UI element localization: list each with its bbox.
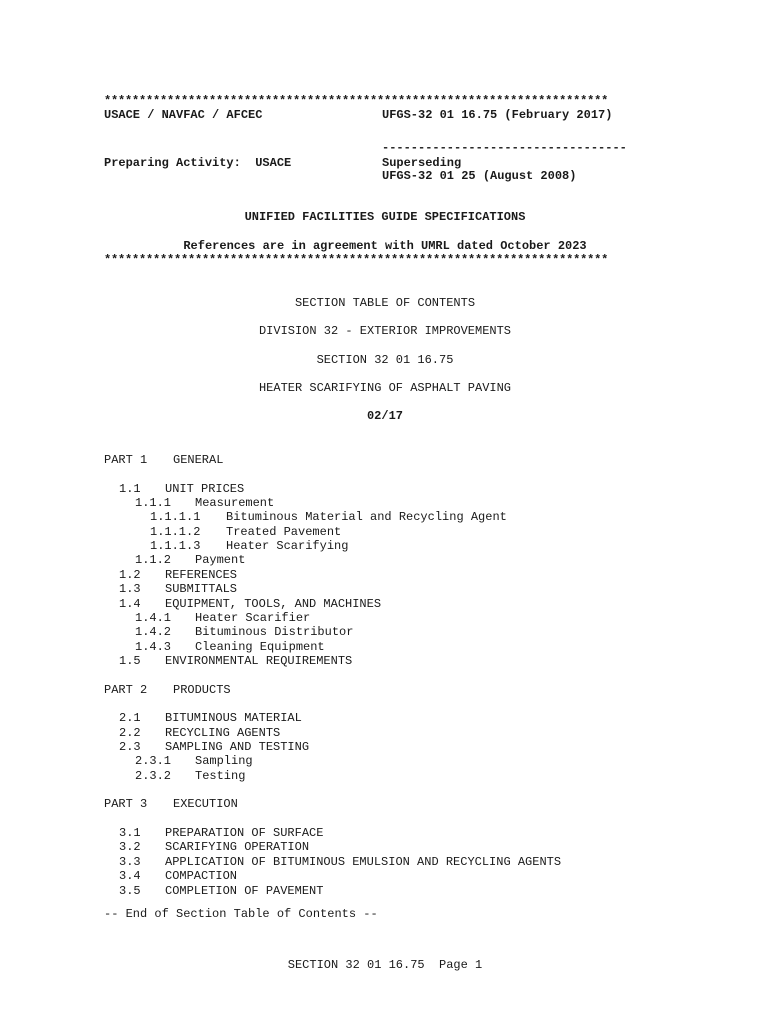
toc-title: COMPLETION OF PAVEMENT [165,883,324,898]
toc-title: Bituminous Distributor [195,625,354,640]
toc-title: APPLICATION OF BITUMINOUS EMULSION AND RECYCLING AGENTS [165,854,562,869]
toc-title: Treated Pavement [226,524,342,539]
toc-title: Cleaning Equipment [195,639,325,654]
toc-title: Sampling [195,754,253,769]
section-number-heading: SECTION 32 01 16.75 [316,353,454,367]
toc-number: 1.5 [119,653,141,668]
toc-title: SCARIFYING OPERATION [165,840,310,855]
toc-number: PART 3 [104,797,148,812]
toc-title: SUBMITTALS [165,582,238,597]
toc-number: 1.1.1.3 [150,539,201,554]
toc-title: EQUIPMENT, TOOLS, AND MACHINES [165,596,382,611]
toc-title: PREPARATION OF SURFACE [165,826,324,841]
page-footer: SECTION 32 01 16.75 Page 1 [287,958,483,972]
toc-title: COMPACTION [165,869,238,884]
toc-number: 1.4.1 [135,610,172,625]
header-star-rule-top: ************************************************************************ [104,94,609,108]
toc-title: REFERENCES [165,567,238,582]
section-toc-heading: SECTION TABLE OF CONTENTS [294,296,476,310]
toc-title: Heater Scarifier [195,610,311,625]
toc-number: 1.1.1 [135,496,172,511]
toc-title: ENVIRONMENTAL REQUIREMENTS [165,653,353,668]
toc-number: 2.3.1 [135,754,172,769]
toc-number: 3.2 [119,840,141,855]
umrl-note: References are in agreement with UMRL dated October 2023 [183,239,587,253]
toc-title: SAMPLING AND TESTING [165,740,310,754]
toc-title: Heater Scarifying [226,539,349,554]
toc-number: PART 1 [104,453,148,467]
toc-number: 2.3 [119,740,141,754]
toc-number: 1.4.2 [135,625,172,640]
toc-number: 1.2 [119,567,141,582]
toc-number: 1.4.3 [135,639,172,654]
toc-title: PRODUCTS [173,682,231,697]
toc-number: 1.1.1.1 [150,510,201,525]
toc-title: GENERAL [173,453,224,467]
toc-number: 3.1 [119,826,141,841]
toc-number: 2.1 [119,711,141,726]
section-subject-heading: HEATER SCARIFYING OF ASPHALT PAVING [258,381,512,395]
header-star-rule-bottom: ************************************************************************ [104,253,609,267]
division-heading: DIVISION 32 - EXTERIOR IMPROVEMENTS [258,324,512,338]
toc-title: BITUMINOUS MATERIAL [165,711,302,726]
toc-number: 2.2 [119,725,141,740]
toc-number: 1.4 [119,596,141,611]
toc-number: 2.3.2 [135,768,172,783]
preparing-activity: Preparing Activity: USACE [104,156,292,170]
guide-spec-title: UNIFIED FACILITIES GUIDE SPECIFICATIONS [244,210,526,224]
superseding-value: UFGS-32 01 25 (August 2008) [382,169,577,183]
section-date: 02/17 [366,409,403,423]
toc-title: Testing [195,768,246,783]
toc-number: 1.1.2 [135,553,172,568]
toc-number: 3.4 [119,869,141,884]
header-dash-rule: ---------------------------------- [382,141,627,155]
toc-number: 1.1.1.2 [150,524,201,539]
toc-title: EXECUTION [173,797,238,812]
toc-number: 1.1 [119,481,141,496]
toc-number: 1.3 [119,582,141,597]
toc-title: RECYCLING AGENTS [165,725,281,740]
toc-title: UNIT PRICES [165,481,245,496]
header-ufgs-number: UFGS-32 01 16.75 (February 2017) [382,108,613,122]
superseding-label: Superseding [382,156,462,170]
header-agencies: USACE / NAVFAC / AFCEC [104,108,263,122]
toc-number: 3.5 [119,883,141,898]
toc-title: Bituminous Material and Recycling Agent [226,510,507,525]
toc-number: 3.3 [119,854,141,869]
toc-number: PART 2 [104,682,148,697]
toc-title: Measurement [195,496,275,511]
toc-title: Payment [195,553,246,568]
end-of-toc-note: -- End of Section Table of Contents -- [104,907,378,921]
